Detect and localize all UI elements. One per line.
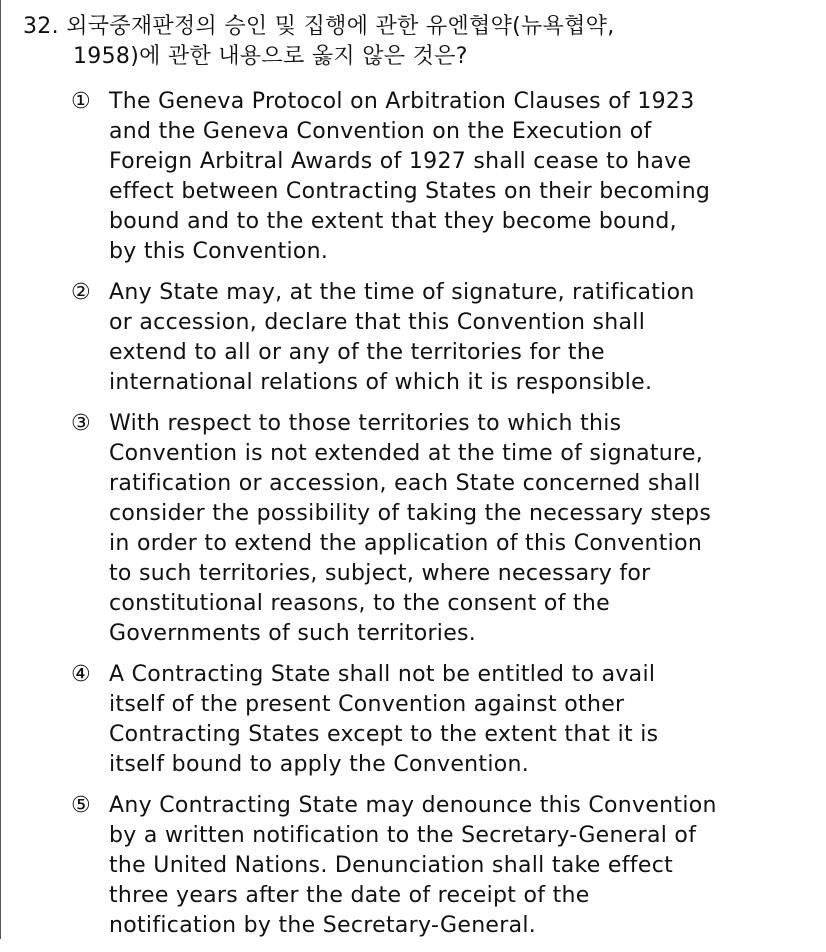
option-3[interactable] [71, 409, 811, 649]
option-marker: ① [71, 89, 92, 114]
option-text [109, 87, 811, 267]
option-2[interactable] [71, 278, 811, 398]
option-line: itself bound to apply the Convention. [109, 752, 530, 777]
option-4[interactable] [71, 660, 811, 780]
option-marker: ③ [71, 411, 92, 436]
option-line: and the Geneva Convention on the Execution of [109, 119, 652, 144]
question-line-1 [23, 12, 813, 42]
option-text [109, 791, 811, 941]
option-line: A Contracting State shall not be entitled to avail [109, 662, 656, 687]
option-text [109, 278, 811, 398]
answer-options [71, 87, 811, 952]
option-marker: ② [71, 280, 92, 305]
option-line: Convention is not extended at the time of signature, [109, 441, 704, 466]
option-line: by this Convention. [109, 239, 329, 264]
option-line: effect between Contracting States on their becoming [109, 179, 711, 204]
option-line: constitutional reasons, to the consent of the [109, 591, 610, 616]
option-line: the United Nations. Denunciation shall take effect [109, 853, 674, 878]
question-number: 32. [23, 14, 59, 39]
option-line: extend to all or any of the territories for the [109, 340, 605, 365]
option-line: Contracting States except to the extent that it is [109, 722, 659, 747]
option-line: Governments of such territories. [109, 621, 477, 646]
option-line: bound and to the extent that they become bound, [109, 209, 677, 234]
option-line: in order to extend the application of this Convention [109, 531, 703, 556]
option-line: The Geneva Protocol on Arbitration Clauses of 1923 [109, 89, 695, 114]
option-marker: ④ [71, 662, 92, 687]
option-line: to such territories, subject, where necessary for [109, 561, 651, 586]
option-line: or accession, declare that this Convention shall [109, 310, 646, 335]
option-5[interactable] [71, 791, 811, 941]
option-line: ratification or accession, each State concerned shall [109, 471, 701, 496]
option-1[interactable] [71, 87, 811, 267]
option-line: international relations of which it is responsible. [109, 370, 653, 395]
option-line: consider the possibility of taking the necessary steps [109, 501, 712, 526]
option-text [109, 660, 811, 780]
option-line: With respect to those territories to which this [109, 411, 622, 436]
option-line: notification by the Secretary-General. [109, 913, 537, 938]
option-line: Any State may, at the time of signature, ratification [109, 280, 695, 305]
option-line: by a written notification to the Secretary-General of [109, 823, 697, 848]
option-line: Foreign Arbitral Awards of 1927 shall cease to have [109, 149, 692, 174]
option-text [109, 409, 811, 649]
option-line: three years after the date of receipt of the [109, 883, 590, 908]
question-text-line-1: 외국중재판정의 승인 및 집행에 관한 유엔협약(뉴욕협약, [66, 14, 615, 39]
option-line: itself of the present Convention against other [109, 692, 625, 717]
option-line: Any Contracting State may denounce this Convention [109, 793, 717, 818]
question-stem [23, 12, 813, 72]
option-marker: ⑤ [71, 793, 92, 818]
question-text-line-2: 1958)에 관한 내용으로 옳지 않은 것은? [73, 44, 468, 69]
